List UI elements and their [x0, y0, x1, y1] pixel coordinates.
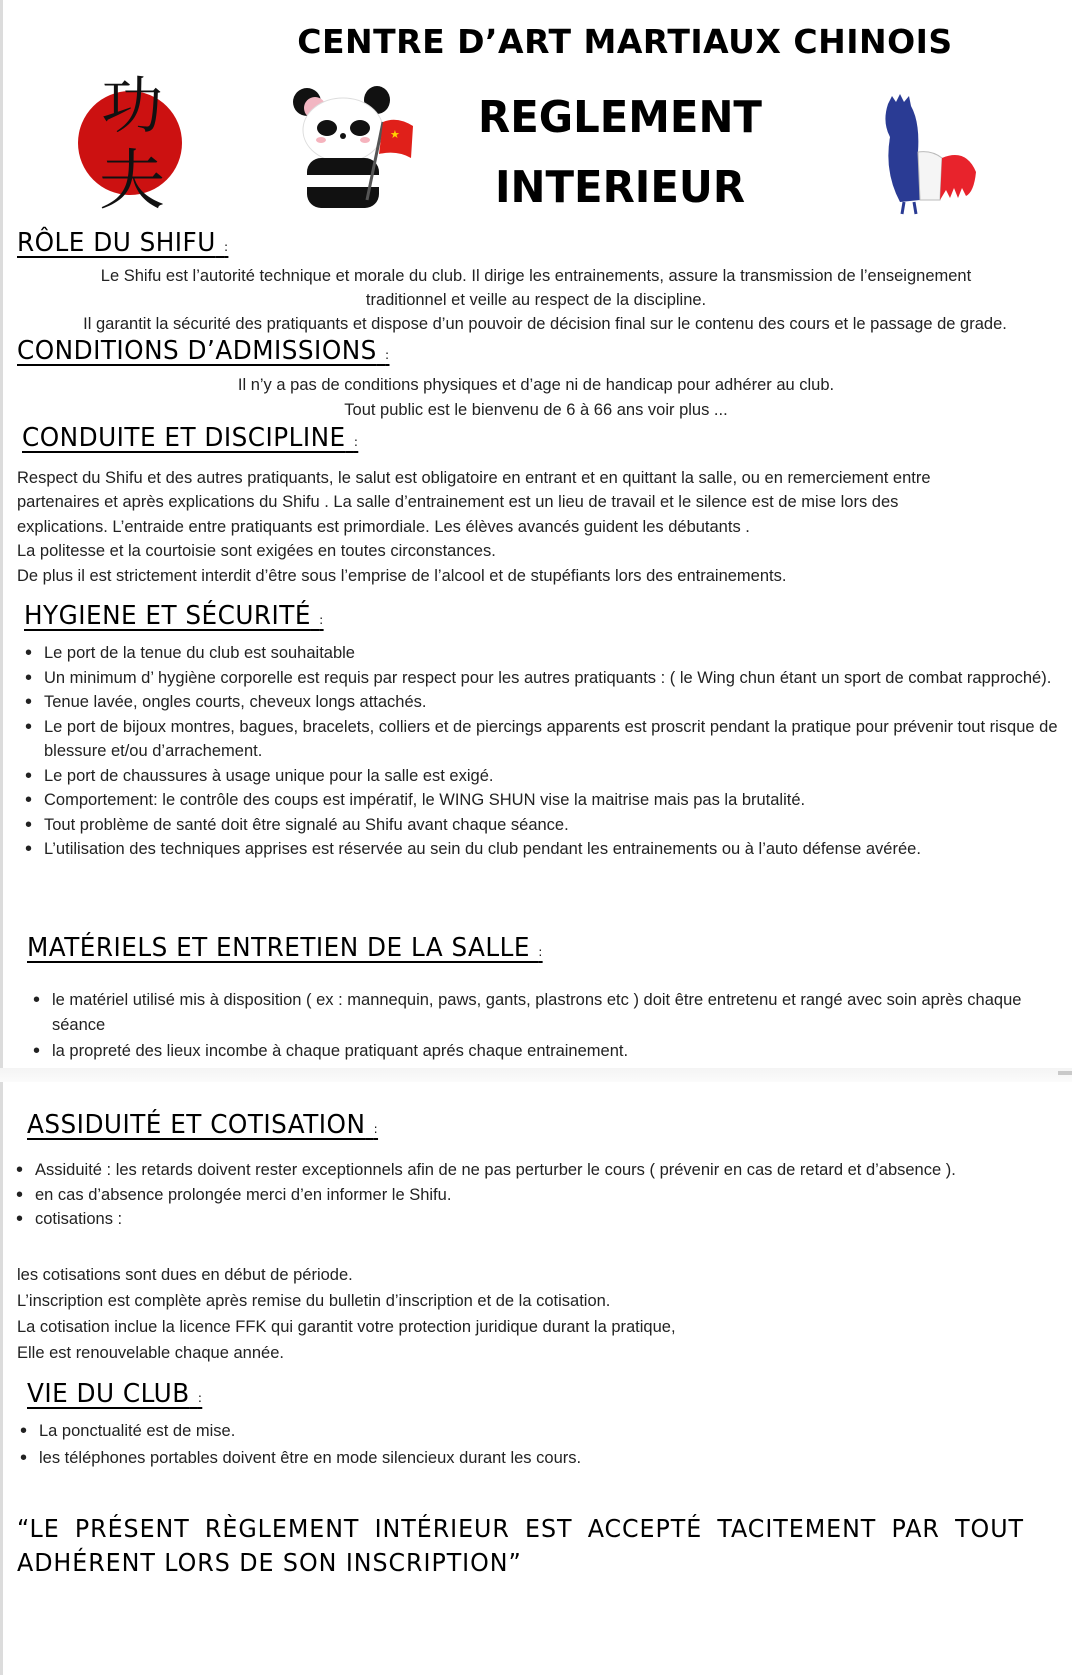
- section-heading-materiels-entretien: MATÉRIELS ET ENTRETIEN DE LA SALLE :: [27, 933, 543, 963]
- page-fold-divider: [0, 1068, 1072, 1082]
- subtitle-interieur: INTERIEUR: [494, 162, 746, 213]
- list-item: • Comportement: le contrôle des coups est impératif, le WING SHUN vise la maitrise mais pas la brutalité.: [17, 788, 1067, 813]
- cotisation-line-4: Elle est renouvelable chaque année.: [17, 1344, 284, 1362]
- admissions-line-1: Il n’y a pas de conditions physiques et d’age ni de handicap pour adhérer au club.: [237, 376, 835, 394]
- page-fold-mark: [1058, 1071, 1072, 1075]
- list-item: • Un minimum d’ hygiène corporelle est requis par respect pour les autres pratiquants : ( le Wing chun étant un sport de combat rapproché).: [17, 666, 1067, 691]
- vie-club-list: [12, 1419, 1052, 1470]
- conduite-line-5: De plus il est strictement interdit d’être sous l’emprise de l’alcool et de stupéfiants lors des entrainements.: [17, 567, 787, 585]
- cotisation-line-2: L’inscription est complète après remise du bulletin d’inscription et de la cotisation.: [17, 1292, 611, 1310]
- closing-statement: “LE PRÉSENT RÈGLEMENT INTÉRIEUR EST ACCEPTÉ TACITEMENT PAR TOUT ADHÉRENT LORS DE SON INSCRIPTION”: [17, 1514, 1024, 1577]
- admissions-line-2: Tout public est le bienvenu de 6 à 66 ans voir plus ...: [344, 401, 728, 419]
- kung-fu-characters: 功: [100, 69, 164, 142]
- list-item: • La ponctualité est de mise.: [12, 1419, 1052, 1444]
- list-item: • Le port de bijoux montres, bagues, bracelets, colliers et de piercings apparents est proscrit pendant la pratique pour prévenir tout risque de blessure et/ou d’arrachement.: [17, 715, 1067, 764]
- list-item: • les téléphones portables doivent être en mode silencieux durant les cours.: [12, 1446, 1052, 1471]
- assiduite-list: [8, 1158, 1048, 1232]
- svg-text:夫: 夫: [99, 142, 165, 215]
- french-rooster-icon: [870, 92, 980, 217]
- cotisation-line-1: les cotisations sont dues en début de période.: [17, 1266, 353, 1284]
- section-heading-conditions-admissions: CONDITIONS D’ADMISSIONS :: [17, 336, 390, 366]
- hygiene-list: [17, 641, 1067, 862]
- club-title: CENTRE D’ART MARTIAUX CHINOIS: [297, 22, 953, 61]
- list-item: • cotisations :: [8, 1207, 1048, 1232]
- role-line-1: Le Shifu est l’autorité technique et morale du club. Il dirige les entrainements, assure la transmission de l’enseignement: [100, 267, 972, 285]
- panda-icon: [285, 80, 415, 215]
- list-item: • Le port de la tenue du club est souhaitable: [17, 641, 1067, 666]
- conduite-line-2: partenaires et après explications du Shifu . La salle d’entrainement est un lieu de travail et le silence est de mise lors des: [17, 493, 899, 511]
- cotisation-line-3: La cotisation inclue la licence FFK qui garantit votre protection juridique durant la pratique,: [17, 1318, 676, 1336]
- list-item: • Tenue lavée, ongles courts, cheveux longs attachés.: [17, 690, 1067, 715]
- section-heading-assiduite-cotisation: ASSIDUITÉ ET COTISATION :: [27, 1110, 379, 1140]
- list-item: • le matériel utilisé mis à disposition ( ex : mannequin, paws, gants, plastrons etc ) doit être entretenu et rangé avec soin après chaque séance: [25, 988, 1072, 1037]
- role-line-2: traditionnel et veille au respect de la discipline.: [365, 291, 707, 309]
- list-item: • Assiduité : les retards doivent rester exceptionnels afin de ne pas perturber le cours ( prévenir en cas de retard et d’absence ).: [8, 1158, 1048, 1183]
- conduite-line-3: explications. L’entraide entre pratiquants est primordiale. Les élèves avancés guident les débutants .: [17, 518, 750, 536]
- conduite-line-4: La politesse et la courtoisie sont exigées en toutes circonstances.: [17, 542, 496, 560]
- materiels-list: [25, 988, 1072, 1064]
- section-heading-hygiene-securite: HYGIENE ET SÉCURITÉ :: [24, 601, 324, 631]
- section-heading-role-du-shifu: RÔLE DU SHIFU :: [17, 228, 229, 258]
- list-item: • Tout problème de santé doit être signalé au Shifu avant chaque séance.: [17, 813, 1067, 838]
- subtitle-reglement: REGLEMENT: [478, 92, 762, 143]
- section-heading-conduite-discipline: CONDUITE ET DISCIPLINE :: [22, 423, 359, 453]
- list-item: • L’utilisation des techniques apprises est réservée au sein du club pendant les entrainements ou à l’auto défense avérée.: [17, 837, 1067, 862]
- page-left-border: [0, 0, 3, 1675]
- role-line-3: Il garantit la sécurité des pratiquants et dispose d’un pouvoir de décision final sur le contenu des cours et le passage de grade.: [83, 315, 1007, 333]
- svg-text:★: ★: [390, 129, 400, 141]
- list-item: • la propreté des lieux incombe à chaque pratiquant aprés chaque entrainement.: [25, 1039, 1072, 1064]
- kung-fu-logo: [70, 55, 200, 215]
- list-item: • Le port de chaussures à usage unique pour la salle est exigé.: [17, 764, 1067, 789]
- section-heading-vie-du-club: VIE DU CLUB :: [27, 1379, 203, 1409]
- list-item: • en cas d’absence prolongée merci d’en informer le Shifu.: [8, 1183, 1048, 1208]
- conduite-line-1: Respect du Shifu et des autres pratiquants, le salut est obligatoire en entrant et en quittant la salle, ou en remerciement entre: [17, 469, 931, 487]
